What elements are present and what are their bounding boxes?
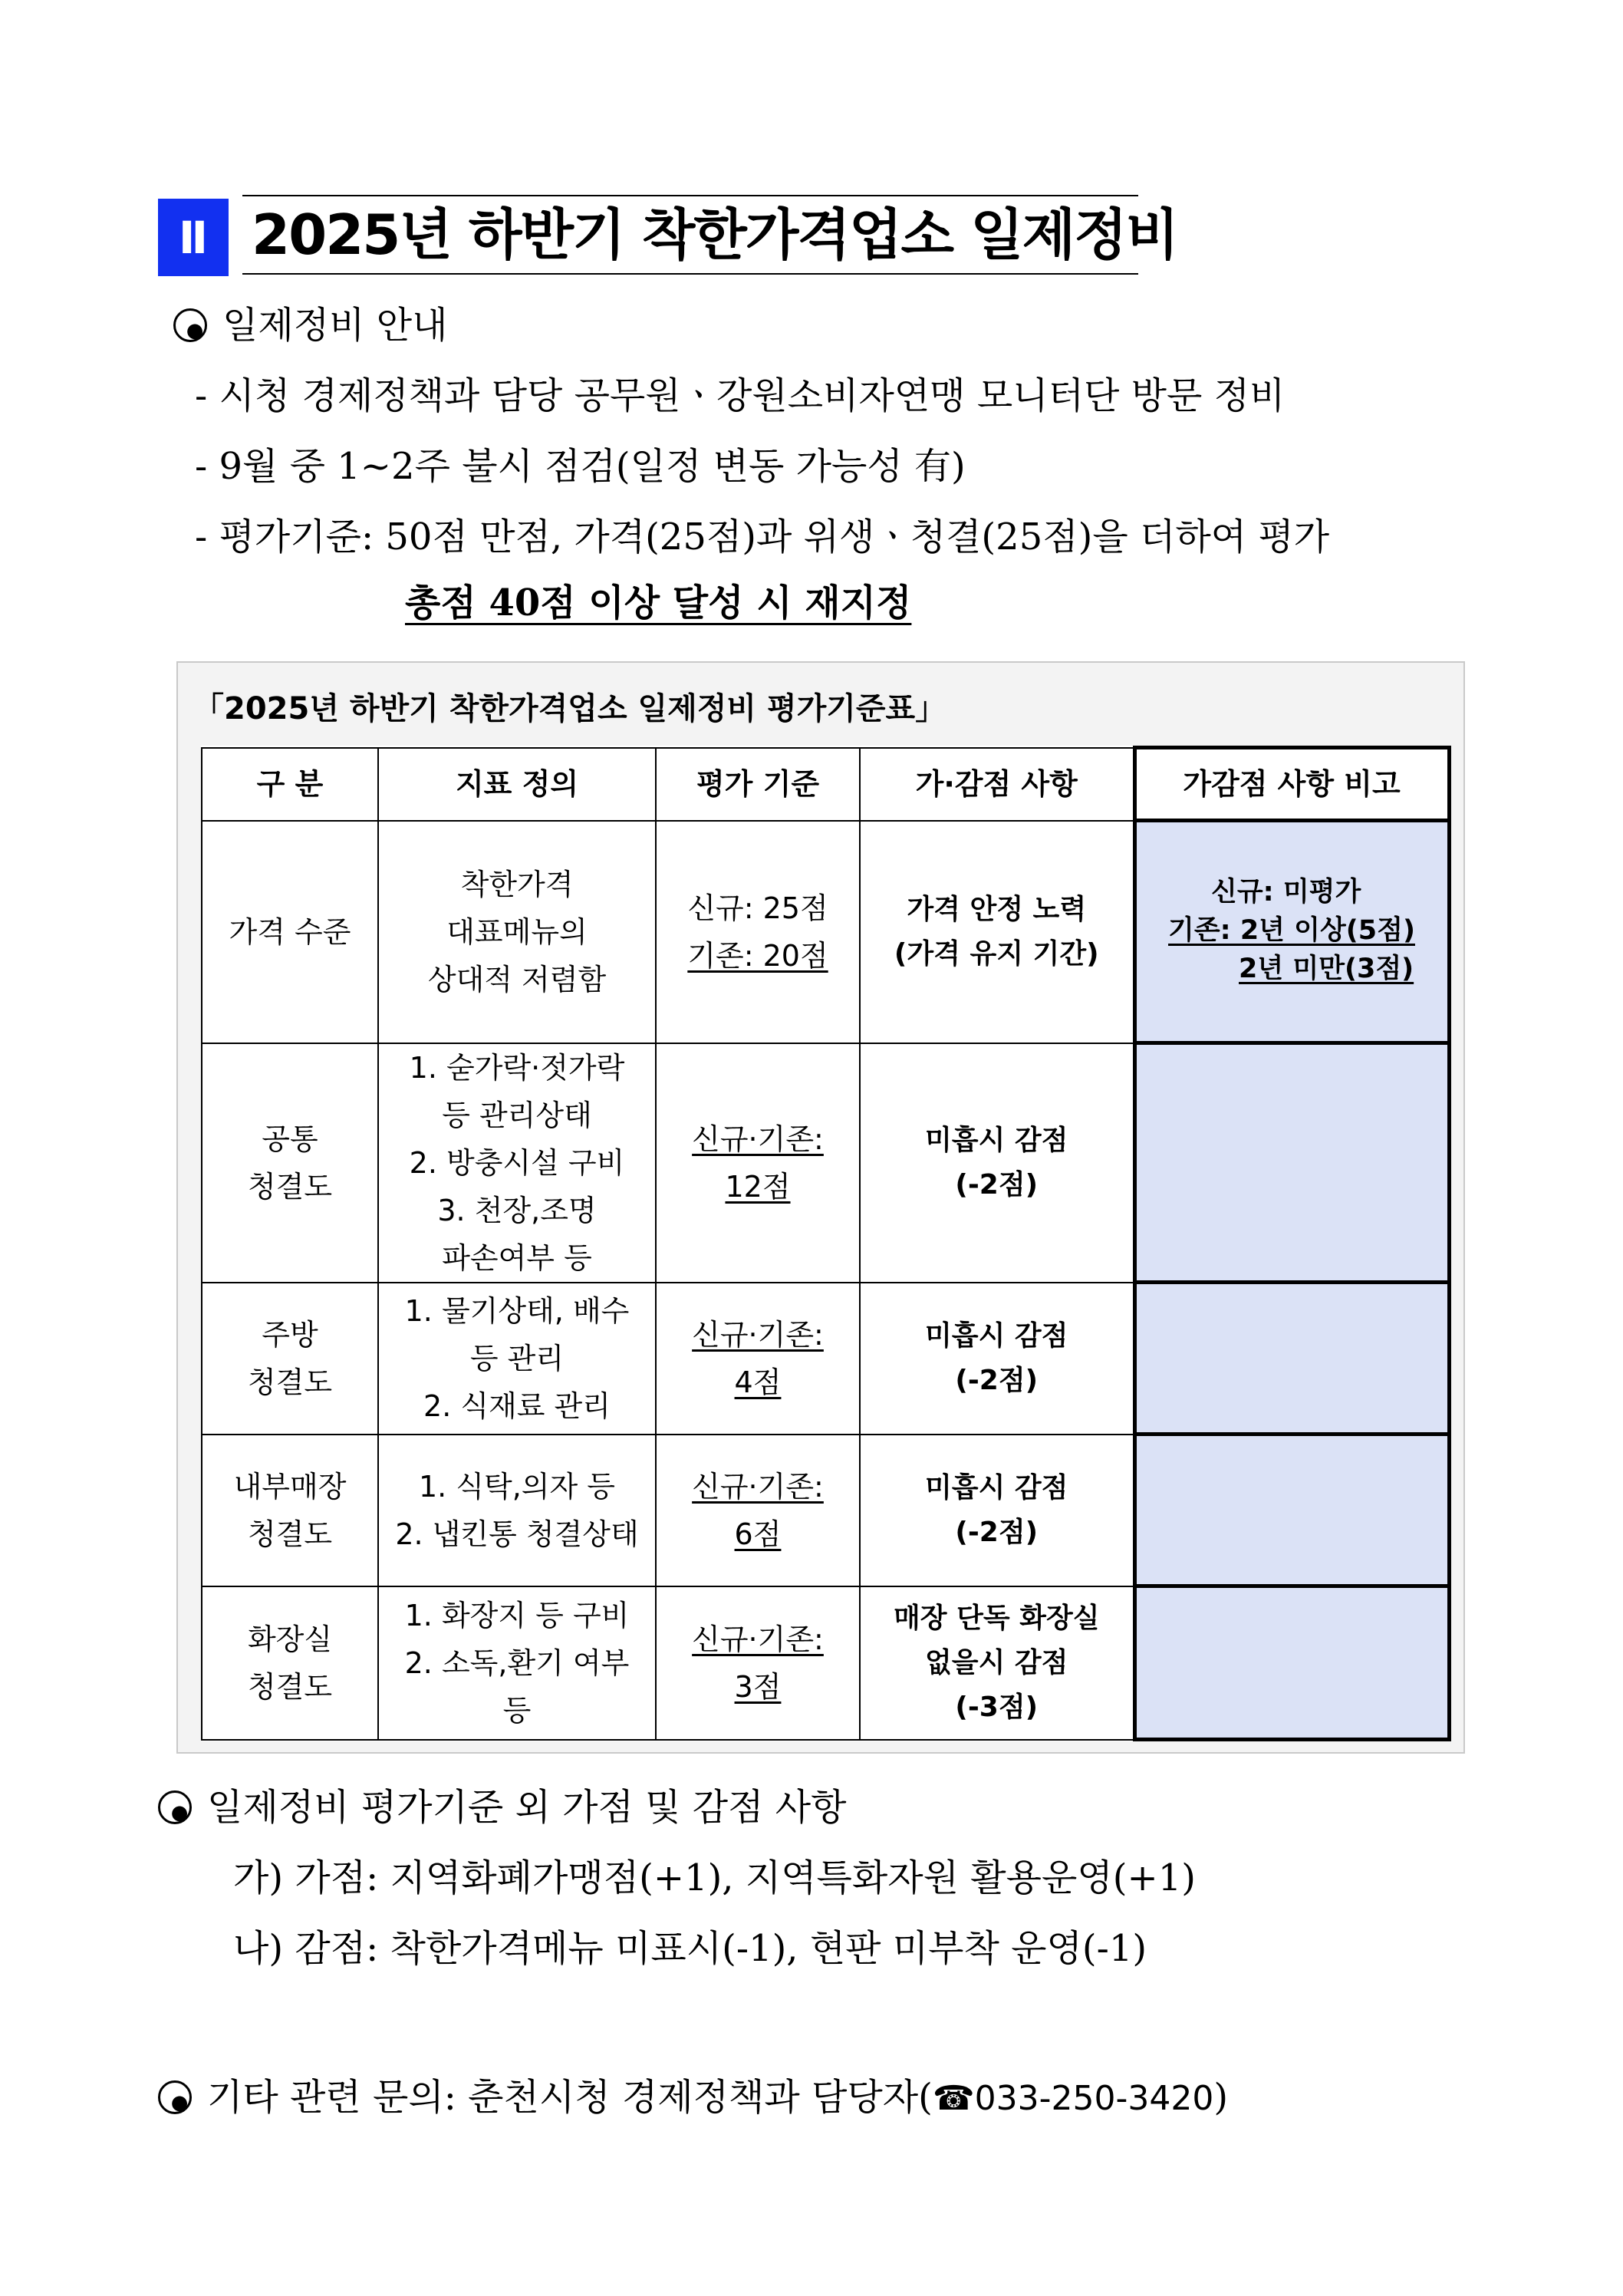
note-cell [1134,1043,1449,1283]
intro-heading: 일제정비 안내 [222,304,448,347]
extra-heading: 일제정비 평가기준 외 가점 및 감점 사항 [207,1786,847,1829]
adjust-cell: 미흡시 감점 (-2점) [860,1043,1134,1283]
circle-bullet-icon [173,308,207,342]
table-header-row [202,748,1449,821]
criteria-cell: 신규·기존: 3점 [656,1586,860,1740]
extra-item: 나) 감점: 착한가격메뉴 미표시(-1), 현판 미부착 운영(-1) [233,1927,1147,1970]
intro-item: - 시청 경제정책과 담당 공무원ㆍ강원소비자연맹 모니터단 방문 정비 [195,374,1286,417]
definition-cell: 착한가격 대표메뉴의 상대적 저렴함 [378,821,656,1043]
evaluation-table [201,746,1451,1741]
evaluation-table-panel [176,661,1465,1754]
section-number: Ⅱ [158,199,229,276]
page-title: 2025년 하반기 착한가격업소 일제정비 [242,195,1138,275]
criteria-cell: 신규·기존: 6점 [656,1435,860,1586]
circle-bullet-icon [158,1790,192,1824]
col-header: 지표 정의 [378,748,656,821]
category-cell: 가격 수준 [202,821,378,1043]
category-cell: 주방 청결도 [202,1283,378,1435]
criteria-cell: 신규·기존: 4점 [656,1283,860,1435]
intro-item: - 9월 중 1~2주 불시 점검(일정 변동 가능성 有) [195,445,966,488]
table-row [202,1283,1449,1435]
definition-cell: 1. 화장지 등 구비 2. 소독,환기 여부 등 [378,1586,656,1740]
adjust-cell: 미흡시 감점 (-2점) [860,1283,1134,1435]
criteria-cell: 신규: 25점 기존: 20점 [656,821,860,1043]
contact-line: 기타 관련 문의: 춘천시청 경제정책과 담당자(☎033-250-3420) [158,2074,1228,2122]
circle-bullet-icon [158,2080,192,2114]
col-header: 가·감점 사항 [860,748,1134,821]
col-header: 가감점 사항 비고 [1134,748,1449,821]
contact-text: 기타 관련 문의: 춘천시청 경제정책과 담당자( [207,2076,933,2119]
table-row [202,821,1449,1043]
intro-heading-line [173,302,447,348]
col-header: 구 분 [202,748,378,821]
adjust-cell: 매장 단독 화장실 없을시 감점 (-3점) [860,1586,1134,1740]
category-cell: 화장실 청결도 [202,1586,378,1740]
definition-cell: 1. 식탁,의자 등 2. 냅킨통 청결상태 [378,1435,656,1586]
extra-item: 가) 가점: 지역화폐가맹점(+1), 지역특화자원 활용운영(+1) [233,1856,1196,1899]
intro-item: - 평가기준: 50점 만점, 가격(25점)과 위생ㆍ청결(25점)을 더하여 평가 [195,516,1330,558]
definition-cell: 1. 물기상태, 배수 등 관리 2. 식재료 관리 [378,1283,656,1435]
contact-phone: ☎033-250-3420 [932,2079,1214,2118]
note-cell [1134,1283,1449,1435]
note-cell [1134,1435,1449,1586]
table-row [202,1586,1449,1740]
col-header: 평가 기준 [656,748,860,821]
table-row [202,1043,1449,1283]
table-row [202,1435,1449,1586]
intro-highlight: 총점 40점 이상 달성 시 재지정 [405,581,912,624]
category-cell: 내부매장 청결도 [202,1435,378,1586]
definition-cell: 1. 숟가락·젓가락 등 관리상태 2. 방충시설 구비 3. 천장,조명 파손여부 등 [378,1043,656,1283]
criteria-cell: 신규·기존: 12점 [656,1043,860,1283]
adjust-cell: 가격 안정 노력 (가격 유지 기간) [860,821,1134,1043]
note-cell: 신규: 미평가 기존: 2년 이상(5점) 2년 미만(3점) [1134,821,1449,1043]
adjust-cell: 미흡시 감점 (-2점) [860,1435,1134,1586]
extra-heading-line [158,1784,846,1830]
table-caption: 「2025년 하반기 착한가격업소 일제정비 평가기준표」 [193,691,946,726]
category-cell: 공통 청결도 [202,1043,378,1283]
note-cell [1134,1586,1449,1740]
